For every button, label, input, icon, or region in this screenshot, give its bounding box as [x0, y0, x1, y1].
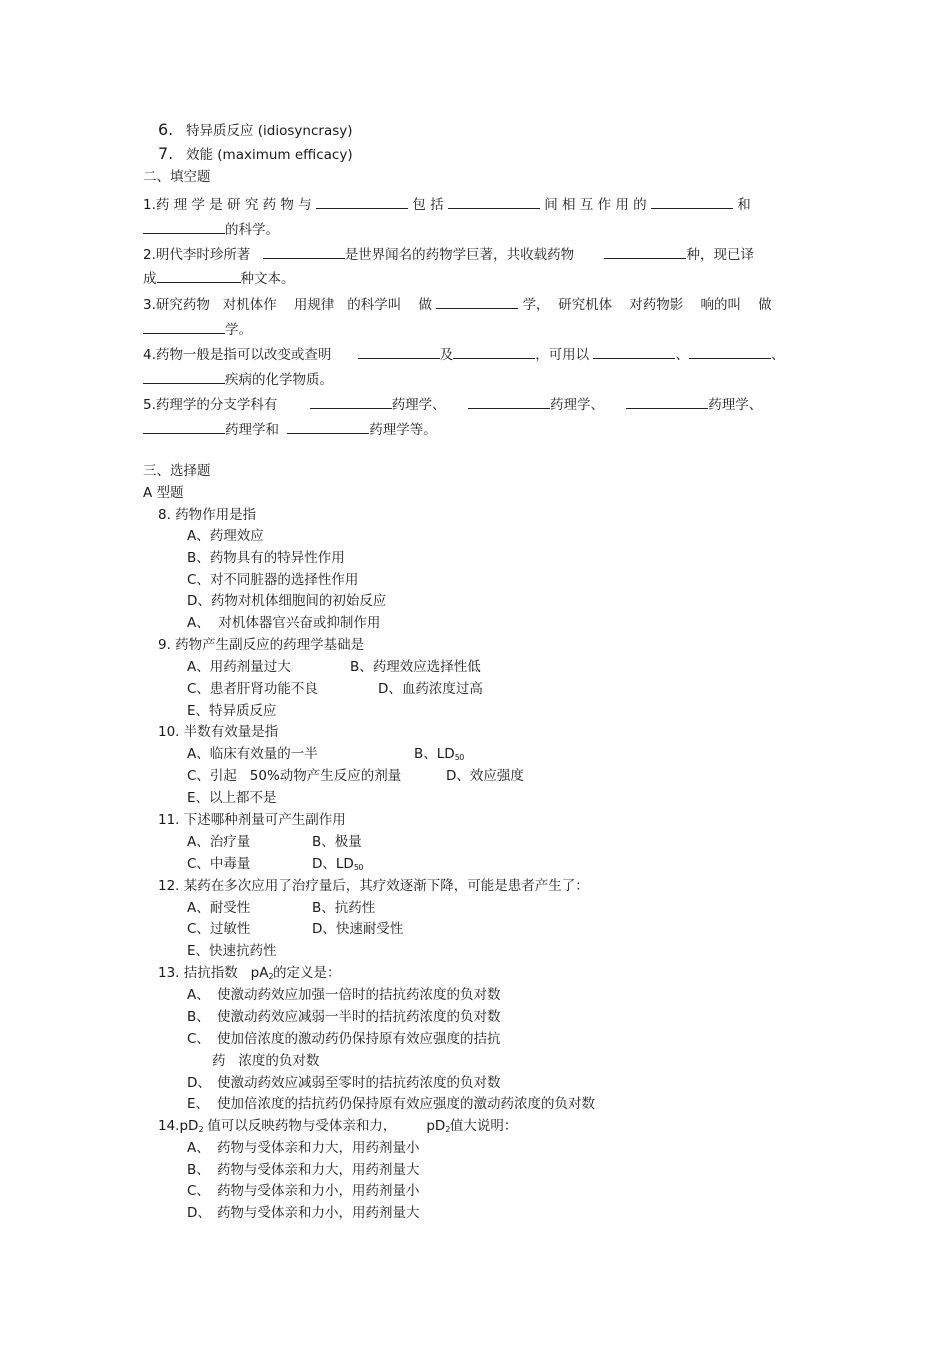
- blank[interactable]: [310, 394, 392, 409]
- option-text: B、LD: [414, 746, 455, 762]
- question-9-option-b[interactable]: B、药理效应选择性低: [350, 659, 481, 675]
- q1-text-b: 包 括: [412, 197, 444, 213]
- blank[interactable]: [157, 268, 241, 283]
- question-11-option-a[interactable]: A、治疗量: [187, 834, 251, 850]
- q2-text-e: 种文本。: [240, 271, 295, 287]
- question-11-option-c[interactable]: C、中毒量: [187, 856, 251, 872]
- question-8-stem: 8. 药物作用是指: [158, 507, 257, 523]
- question-8-option-e[interactable]: A、 对机体器官兴奋或抑制作用: [187, 615, 381, 631]
- question-8-option-c[interactable]: C、对不同脏器的选择性作用: [187, 572, 359, 588]
- fill-question-3-line1: [143, 294, 772, 315]
- option-letter: E、: [187, 1096, 210, 1112]
- term-6: [158, 120, 353, 141]
- question-10-option-a[interactable]: A、临床有效量的一半: [187, 746, 318, 762]
- blank[interactable]: [453, 344, 535, 359]
- option-letter: D、: [187, 1075, 211, 1091]
- option-text: 药物与受体亲和力小，用药剂量小: [217, 1183, 420, 1199]
- fill-question-5-line1: [143, 394, 762, 415]
- q3-text-b: 学， 研究机体 对药物影 响的叫 做: [522, 297, 772, 313]
- fill-question-4-line1: [143, 344, 784, 365]
- blank[interactable]: [436, 294, 518, 309]
- option-text: 药物与受体亲和力小，用药剂量大: [217, 1205, 420, 1221]
- q2-text-d: 成: [143, 271, 157, 287]
- q3-text-a: 3.研究药物 对机体作 用规律 的科学叫 做: [143, 297, 432, 313]
- subscript: 50: [454, 753, 464, 762]
- option-text: 使激动药效应加强一倍时的拮抗药浓度的负对数: [217, 987, 501, 1003]
- question-9-option-c[interactable]: C、患者肝肾功能不良: [187, 681, 318, 697]
- q1-text-d: 和: [737, 197, 751, 213]
- question-10-option-b[interactable]: [414, 744, 464, 768]
- option-text: D、LD: [312, 856, 354, 872]
- question-10-option-c[interactable]: C、引起 50%动物产生反应的剂量: [187, 768, 402, 784]
- blank[interactable]: [143, 419, 225, 434]
- question-14-option-c[interactable]: [187, 1181, 420, 1201]
- section-title-fill-blank: 二、填空题: [143, 169, 211, 185]
- q5-text-d: 药理学、: [708, 397, 763, 413]
- question-14-option-d[interactable]: [187, 1203, 420, 1223]
- subscript: 50: [353, 863, 363, 872]
- subscript: 2: [445, 1125, 450, 1134]
- fill-question-2-line1: [143, 244, 754, 265]
- question-8-option-b[interactable]: B、药物具有的特异性作用: [187, 550, 345, 566]
- question-9-option-a[interactable]: A、用药剂量过大: [187, 659, 291, 675]
- term-text: 效能 (maximum efficacy): [186, 147, 353, 163]
- q5-text-f: 药理学等。: [369, 422, 437, 438]
- term-number: 6.: [158, 120, 174, 139]
- blank[interactable]: [143, 369, 225, 384]
- question-10-option-d[interactable]: D、效应强度: [446, 768, 524, 784]
- q4-text-e: 、: [770, 347, 785, 363]
- q3-text-c: 学。: [225, 322, 252, 338]
- stem-text: 的定义是：: [273, 965, 341, 981]
- q5-text-c: 药理学、: [549, 397, 604, 413]
- question-11-stem: 11. 下述哪种剂量可产生副作用: [158, 812, 346, 828]
- option-text: 药物与受体亲和力大，用药剂量小: [217, 1140, 420, 1156]
- q4-text-c: ，可用以: [535, 347, 590, 363]
- option-letter: B、: [187, 1162, 210, 1178]
- fill-question-1-line1: [143, 194, 751, 215]
- term-text: 特异质反应 (idiosyncrasy): [186, 123, 353, 139]
- blank[interactable]: [604, 244, 686, 259]
- option-letter: D、: [187, 1205, 211, 1221]
- stem-text: pD: [426, 1118, 446, 1134]
- question-13-option-d[interactable]: [187, 1073, 501, 1093]
- question-13-option-b[interactable]: [187, 1007, 501, 1027]
- stem-text: 值可以反映药物与受体亲和力，: [203, 1118, 397, 1134]
- fill-question-4-line2: [143, 369, 333, 390]
- question-13-option-c[interactable]: [187, 1029, 501, 1049]
- question-12-option-c[interactable]: C、过敏性: [187, 921, 251, 937]
- question-11-option-b[interactable]: B、极量: [312, 834, 362, 850]
- blank[interactable]: [143, 319, 225, 334]
- q4-text-d: 、: [675, 347, 689, 363]
- q2-text-a: 2.明代李时珍所著: [143, 247, 251, 263]
- option-letter: A、: [187, 1140, 210, 1156]
- question-12-option-d[interactable]: D、快速耐受性: [312, 921, 404, 937]
- subscript: 2: [198, 1125, 204, 1134]
- q4-text-f: 疾病的化学物质。: [225, 372, 333, 388]
- question-14-stem: [158, 1116, 517, 1140]
- q1-text-e: 的科学。: [225, 222, 279, 238]
- question-9-option-d[interactable]: D、血药浓度过高: [378, 681, 483, 697]
- question-13-option-e[interactable]: [187, 1094, 595, 1114]
- question-11-option-d[interactable]: [312, 854, 363, 878]
- q4-text-b: 及: [439, 347, 454, 363]
- term-7: [158, 144, 353, 165]
- blank[interactable]: [593, 344, 675, 359]
- q2-text-b: 是世界闻名的药物学巨著，共收载药物: [344, 247, 575, 263]
- q1-text-a: 1.药 理 学 是 研 究 药 物 与: [143, 197, 312, 213]
- question-14-option-a[interactable]: [187, 1138, 420, 1158]
- option-letter: A、: [187, 987, 210, 1003]
- subscript: 2: [268, 972, 274, 981]
- blank[interactable]: [626, 394, 708, 409]
- stem-text: 14.pD: [158, 1118, 199, 1134]
- question-8-option-d[interactable]: D、药物对机体细胞间的初始反应: [187, 593, 387, 609]
- q5-text-e: 药理学和: [225, 422, 279, 438]
- question-14-option-b[interactable]: [187, 1160, 420, 1180]
- stem-text: 13. 拮抗指数 pA: [158, 965, 269, 981]
- blank[interactable]: [651, 194, 733, 209]
- stem-text: 值大说明：: [449, 1118, 518, 1134]
- q2-text-c: 种，现已译: [686, 247, 754, 263]
- question-9-option-e[interactable]: E、特异质反应: [187, 703, 277, 719]
- question-13-option-c-continued: 药 浓度的负对数: [212, 1053, 320, 1069]
- q4-text-a: 4.药物一般是指可以改变或查明: [143, 347, 332, 363]
- blank[interactable]: [263, 244, 345, 259]
- option-text: 使激动药效应减弱至零时的拮抗药浓度的负对数: [217, 1075, 501, 1091]
- blank[interactable]: [287, 419, 369, 434]
- option-letter: C、: [187, 1031, 210, 1047]
- blank[interactable]: [143, 219, 225, 234]
- option-text: 使加倍浓度的激动药仍保持原有效应强度的拮抗: [217, 1031, 501, 1047]
- q5-text-a: 5.药理学的分支学科有: [143, 397, 278, 413]
- blank[interactable]: [448, 194, 540, 209]
- question-12-option-a[interactable]: A、耐受性: [187, 900, 251, 916]
- option-text: 使激动药效应减弱一半时的拮抗药浓度的负对数: [217, 1009, 501, 1025]
- term-number: 7.: [158, 144, 174, 163]
- q1-text-c: 间 相 互 作 用 的: [544, 197, 647, 213]
- blank[interactable]: [689, 344, 771, 359]
- blank[interactable]: [316, 194, 408, 209]
- section-title-choice: 三、选择题: [143, 463, 211, 479]
- option-letter: C、: [187, 1183, 210, 1199]
- blank[interactable]: [468, 394, 550, 409]
- fill-question-1-line2: [143, 219, 279, 240]
- question-13-option-a[interactable]: [187, 985, 501, 1005]
- option-letter: B、: [187, 1009, 210, 1025]
- question-9-stem: 9. 药物产生副反应的药理学基础是: [158, 637, 365, 653]
- question-13-stem: [158, 963, 341, 987]
- question-12-stem: 12. 某药在多次应用了治疗量后，其疗效逐渐下降，可能是患者产生了：: [158, 878, 589, 894]
- q5-text-b: 药理学、: [391, 397, 446, 413]
- question-10-option-e[interactable]: E、以上都不是: [187, 790, 277, 806]
- blank[interactable]: [358, 344, 440, 359]
- question-10-stem: 10. 半数有效量是指: [158, 724, 279, 740]
- question-8-option-a[interactable]: A、药理效应: [187, 528, 264, 544]
- section-subtitle-type-a: A 型题: [143, 485, 184, 501]
- option-text: 使加倍浓度的拮抗药仍保持原有效应强度的激动药浓度的负对数: [217, 1096, 595, 1112]
- option-text: 药物与受体亲和力大，用药剂量大: [217, 1162, 420, 1178]
- fill-question-5-line2: [143, 419, 437, 440]
- question-12-option-e[interactable]: E、快速抗药性: [187, 943, 277, 959]
- fill-question-3-line2: [143, 319, 252, 340]
- fill-question-2-line2: [143, 268, 295, 289]
- question-12-option-b[interactable]: B、抗药性: [312, 900, 376, 916]
